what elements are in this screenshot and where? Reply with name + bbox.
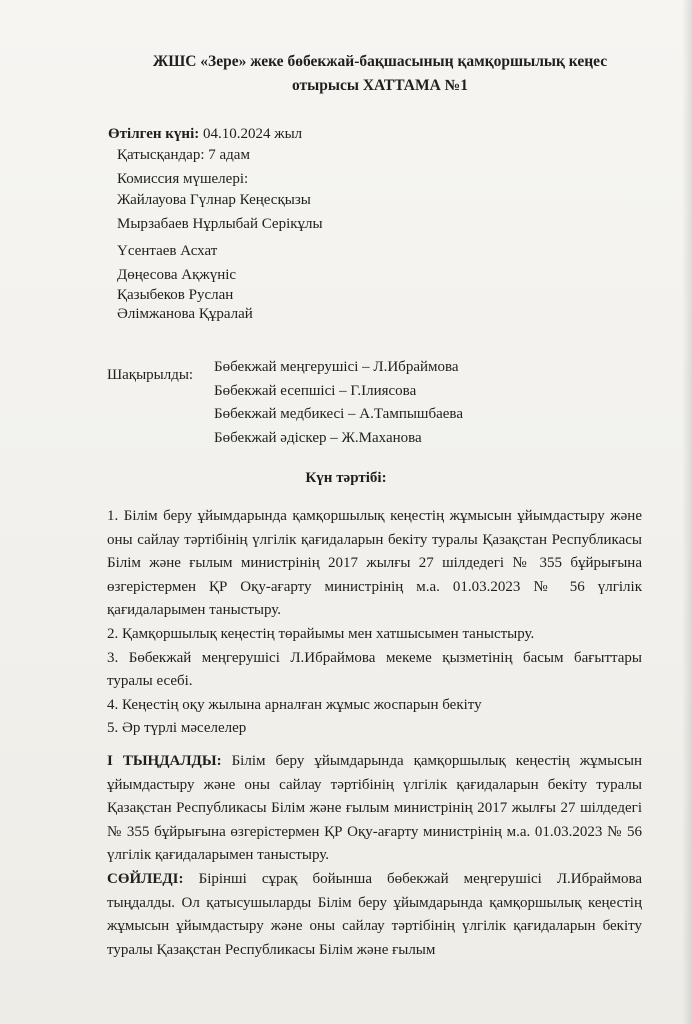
agenda-item: 4. Кеңестің оқу жылына арналған жұмыс жоспарын бекіту (107, 696, 482, 713)
minutes-body (107, 750, 642, 962)
member-4: Дөңесова Ақжүніс (117, 267, 237, 283)
commission-label: Комиссия мүшелері: (117, 171, 249, 187)
invited-item: Бөбекжай медбикесі – А.Тампышбаева (214, 406, 463, 422)
agenda-item: 5. Әр түрлі мәселелер (107, 720, 247, 737)
member-5: Қазыбеков Руслан (117, 287, 234, 303)
member-2: Мырзабаев Нұрлыбай Серікұлы (117, 216, 323, 232)
invited-label: Шақырылды: (107, 367, 194, 383)
spoke-label: СӨЙЛЕДІ: (107, 870, 184, 887)
agenda-item: 1. Білім беру ұйымдарында қамқоршылық кеңестің жұмысын ұйымдастыру және оны сайлау тәртібінің үлгілік қағидаларын бекіту туралы Қазақстан Республикасы Білім және ғылым министрінің 2017 жылғы 27 шілдедегі № 355 бұйрығына өзгерістермен ҚР Оқу-ағарту министрінің м.а. 01.03.2023 № 56 үлгілік қағидаларымен таныстыру. (107, 508, 642, 619)
agenda-item: 2. Қамқоршылық кеңестің төрайымы мен хатшысымен таныстыру. (107, 625, 535, 642)
page-edge-shadow (682, 0, 692, 1024)
heard-text: Білім беру ұйымдарында қамқоршылық кеңестің жұмысын ұйымдастыру және оны сайлау тәртібінің үлгілік қағидаларын бекіту туралы Қазақстан Республикасы Білім және ғылым министрінің 2017 жылғы 27 шілдедегі № 355 бұйрығына өзгерістермен ҚР Оқу-ағарту министрінің м.а. 01.03.2023 № 56 үлгілік қағидаларымен таныстыру. (107, 753, 642, 864)
agenda-list (107, 505, 642, 741)
date-label: Өтілген күні: (108, 126, 200, 142)
document-title (130, 50, 630, 98)
participants-count: Қатысқандар: 7 адам (117, 147, 250, 163)
member-3: Үсентаев Асхат (117, 243, 218, 259)
spoke-text: Бірінші сұрақ бойынша бөбекжай меңгерушісі Л.Ибраймова тыңдалды. Ол қатысушыларды Білім беру ұйымдарында қамқоршылық кеңестің жұмысын ұйымдастыру және оны сайлау тәртібінің үлгілік қағидаларын бекіту туралы Қазақстан Республикасы Білім және ғылым (107, 870, 642, 958)
title-line-1: ЖШС «Зере» жеке бөбекжай-бақшасының қамқоршылық кеңес (152, 53, 608, 70)
invited-item: Бөбекжай есепшісі – Г.Ілиясова (214, 382, 417, 399)
member-6: Әлімжанова Құралай (117, 306, 253, 322)
agenda-title: Күн тәртібі: (305, 470, 387, 486)
heard-label: I ТЫҢДАЛДЫ: (107, 753, 222, 769)
member-1: Жайлауова Гүлнар Кеңесқызы (117, 192, 311, 208)
spoke-paragraph (107, 868, 642, 962)
invited-item: Бөбекжай меңгерушісі – Л.Ибраймова (214, 359, 459, 375)
invited-list (214, 356, 463, 450)
invited-item: Бөбекжай әдіскер – Ж.Маханова (214, 429, 422, 446)
heard-paragraph (107, 750, 642, 868)
title-line-2: отырысы ХАТТАМА №1 (292, 77, 468, 94)
agenda-item: 3. Бөбекжай меңгерушісі Л.Ибраймова мекеме қызметінің басым бағыттары туралы есебі. (107, 649, 642, 690)
meeting-date (108, 122, 302, 146)
date-value: 04.10.2024 жыл (199, 126, 303, 142)
meeting-meta (108, 122, 302, 146)
